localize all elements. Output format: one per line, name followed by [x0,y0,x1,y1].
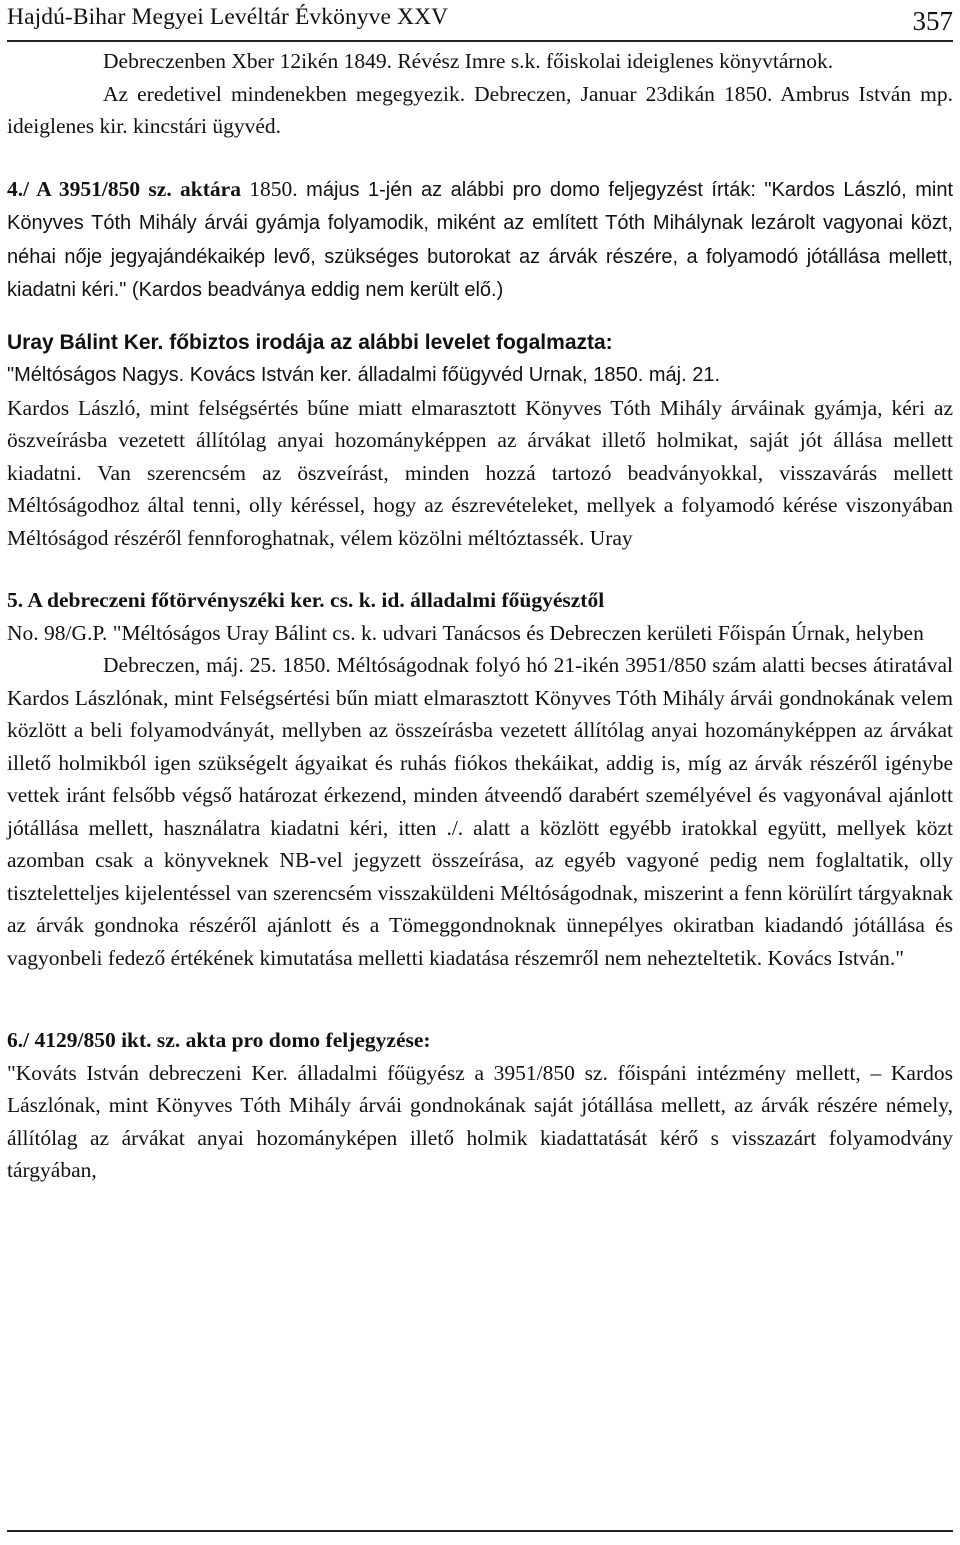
uray-address-line: "Méltóságos Nagys. Kovács István ker. álladalmi főügyvéd Urnak, 1850. máj. 21. [7,364,721,386]
section-5-address: No. 98/G.P. "Méltóságos Uray Bálint cs. k. udvari Tanácsos és Debreczen kerületi Főispán Úrnak, helyben [7,620,924,645]
uray-heading: Uray Bálint Ker. főbiztos irodája az alábbi levelet fogalmazta: [7,330,613,354]
section-4 [7,173,953,307]
section-6-heading: 6./ 4129/850 ikt. sz. akta pro domo feljegyzése: [7,1028,431,1052]
section-5-heading: 5. A debreczeni főtörvényszéki ker. cs. k. id. álladalmi főügyésztől [7,588,605,612]
document-body [7,45,953,1187]
footer-rule [7,1530,953,1532]
section-4-heading: 4./ A 3951/850 sz. aktára [7,176,241,201]
running-title: Hajdú-Bihar Megyei Levéltár Évkönyve XXV [7,4,449,30]
document-page [7,0,953,1187]
running-header [7,0,953,42]
section-4-text: május 1-jén az alábbi pro domo feljegyzést írták: "Kardos László, mint Könyves Tóth Mihály árvái gyámja folyamodik, miként az említett Tóth Mihálynak lezárolt vagyonai közt, néhai nője jegyajándékaikép levő, szükséges butorokat az árvák részére, a folyamodó jótállása mellett, kiadatni kéri." (Kardos beadványa eddig nem került elő.) [7,178,954,301]
paragraph-signature: Debreczenben Xber 12ikén 1849. Révész Imre s.k. főiskolai ideiglenes könyvtárnok. [103,49,834,73]
section-4-year: 1850. [240,176,298,201]
section-6-text: "Kováts István debreczeni Ker. álladalmi főügyész a 3951/850 sz. főispáni intézmény mellett, – Kardos Lászlónak, mint Könyves Tóth Mihály árvái gondnokának saját jótállása mellett, az árvák részére némely, állítólag az árvákat anyai hozományképen illető holmik kiadattatását kérő s visszazárt folyamodvány tárgyában, [7,1060,953,1182]
section-5-text: Debreczen, máj. 25. 1850. Méltóságodnak folyó hó 21-ikén 3951/850 szám alatti becses átiratával Kardos Lászlónak, mint Felségsértési bűn miatt elmarasztott Könyves Tóth Mihály árvái gondnokának velem közlött a beli folyamodványát, mellyben az összeírásba vezetett állítólag anyai hozományképpen az árvákat illető holmikból igen szükségelt ágyaikat és ruhás fiókos thekáikat, addig is, míg az árvák részéről igénybe vettek iránt felsőbb végső határozat érkezend, minden átveendő darabért személyével és vagyonával ajánlott jótállása mellett, használatra kiadatni kéri, itten ./. alatt a közlött egyébb iratokkal együtt, mellyek közt azomban csak a könyveknek NB-vel jegyzett összeírása, az egyéb vagyoné pedig nem foglaltatik, olly tiszteletteljes kijelentéssel van szerencsém visszaküldeni Méltóságodnak, miszerint a fenn körülírt tárgyaknak az árvák gondnoka részéről ajánlott és a Tömeggondnoknak ünnepélyes okiratban kiadandó jótállása és vagyonbeli fedező értékének kimutatása melletti kiadatása részemről nem nehezteltetik. Kovács István." [7,653,953,970]
uray-letter-text: Kardos László, mint felségsértés bűne miatt elmarasztott Könyves Tóth Mihály árváinak gyámja, kéri az öszveírásba vezetett állítólag anyai hozományképpen az árvákat illető holmikat, saját jót állása mellett kiadatni. Van szerencsém az öszveírást, minden hozzá tartozó beadványokkal, visszavárás mellett Méltóságodhoz által tenni, olly kéréssel, hogy az észrevételeket, mellyek a folyamodó kérése viszonyában Méltóságod részéről fennforoghatnak, vélem közölni méltóztassék. Uray [7,395,953,550]
paragraph-certification: Az eredetivel mindenekben megegyezik. Debreczen, Januar 23dikán 1850. Ambrus István mp. ideiglenes kir. kincstári ügyvéd. [7,81,953,138]
page-number: 357 [912,6,953,36]
